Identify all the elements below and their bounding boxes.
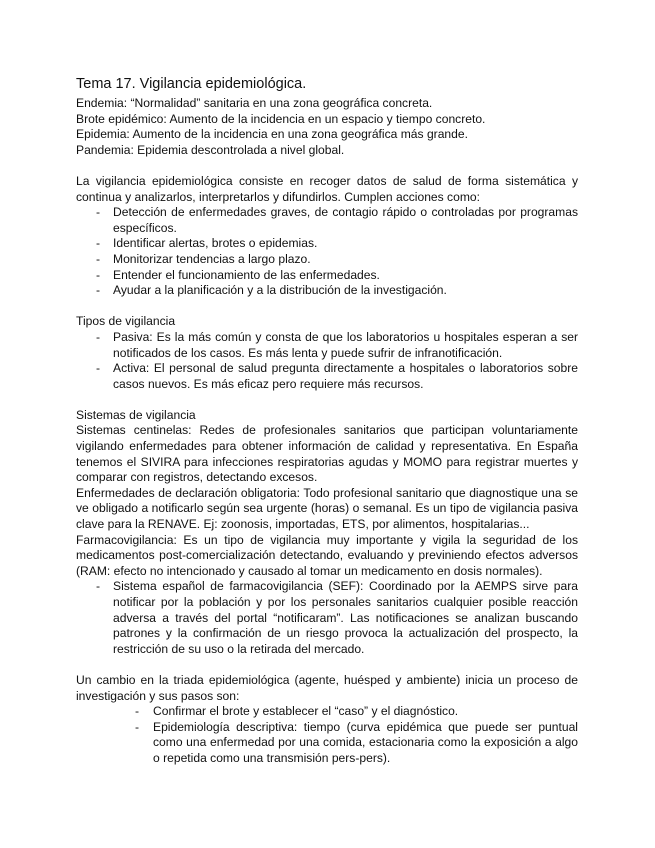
list-item: - Confirmar el brote y establecer el “caso” y el diagnóstico. <box>76 704 578 720</box>
page-title: Tema 17. Vigilancia epidemiológica. <box>76 76 307 92</box>
definition-endemia: Endemia: “Normalidad” sanitaria en una zona geográfica concreta. <box>76 96 433 110</box>
definition-epidemia: Epidemia: Aumento de la incidencia en una zona geográfica más grande. <box>76 127 468 142</box>
vigilancia-actions-list <box>76 205 578 299</box>
document-content <box>76 75 578 767</box>
definition-brote: Brote epidémico: Aumento de la incidencia en un espacio y tiempo concreto. <box>76 111 486 126</box>
list-item: - Ayudar a la planificación y a la distribución de la investigación. <box>76 283 578 299</box>
spacer <box>76 158 578 174</box>
list-item: - Monitorizar tendencias a largo plazo. <box>76 252 578 268</box>
tipos-list <box>76 330 578 392</box>
declaracion-obligatoria: Enfermedades de declaración obligatoria: Todo profesional sanitario que diagnostique una se ve obligado a notificarlo según sea urgente (horas) o semanal. Es un tipo de vigilancia pasiva clave para la RENAVE. Ej: zoonosis, importadas, ETS, por alimentos, hospitalarias... <box>76 485 578 532</box>
list-item: - Sistema español de farmacovigilancia (SEF): Coordinado por la AEMPS sirve para notificar por la población y por los personales sanitarios cualquier posible reacción adversa a través del portal “notificaram”. Las notificaciones se analizan buscando patrones y la confirmación de un riesgo provoca la actualización del prospecto, la restricción de su uso o la retirada del mercado. <box>76 579 578 657</box>
spacer <box>76 657 578 673</box>
list-item: - Pasiva: Es la más común y consta de que los laboratorios u hospitales esperan a ser notificados de los casos. Es más lenta y puede sufrir de infranotificación. <box>76 330 578 361</box>
list-item: - Detección de enfermedades graves, de contagio rápido o controladas por programas específicos. <box>76 205 578 236</box>
list-item: - Activa: El personal de salud pregunta directamente a hospitales o laboratorios sobre casos nuevos. Es más eficaz pero requiere más recursos. <box>76 361 578 392</box>
spacer <box>76 299 578 315</box>
sistemas-heading: Sistemas de vigilancia <box>76 407 196 422</box>
list-item: - Epidemiología descriptiva: tiempo (curva epidémica que puede ser puntual como una enfermedad por una comida, estacionaria como la exposición a algo o repetida como una transmisión pers-pers). <box>76 720 578 767</box>
definition-pandemia: Pandemia: Epidemia descontrolada a nivel global. <box>76 142 345 157</box>
list-item: - Entender el funcionamiento de las enfermedades. <box>76 268 578 284</box>
vigilancia-intro: La vigilancia epidemiológica consiste en recoger datos de salud de forma sistemática y continua y analizarlos, interpretarlos y difundirlos. Cumplen acciones como: <box>76 173 578 204</box>
triada-steps-list <box>76 704 578 766</box>
triada-intro: Un cambio en la triada epidemiológica (agente, huésped y ambiente) inicia un proceso de investigación y sus pasos son: <box>76 672 578 703</box>
list-item: - Identificar alertas, brotes o epidemias. <box>76 236 578 252</box>
spacer <box>76 392 578 408</box>
tipos-heading: Tipos de vigilancia <box>76 314 176 329</box>
farmaco-list <box>76 579 578 657</box>
farmacovigilancia: Farmacovigilancia: Es un tipo de vigilancia muy importante y vigila la seguridad de los medicamentos post-comercialización detectando, evaluando y previniendo efectos adversos (RAM: efecto no intencionado y causado al tomar un medicamento en dosis normales). <box>76 532 578 578</box>
sistemas-centinelas: Sistemas centinelas: Redes de profesionales sanitarios que participan voluntariamente vigilando enfermedades para obtener información de calidad y representativa. En España tenemos el SIVIRA para infecciones respiratorias agudas y MOMO para registrar muertes y comparar con registros, detectando excesos. <box>76 423 578 485</box>
